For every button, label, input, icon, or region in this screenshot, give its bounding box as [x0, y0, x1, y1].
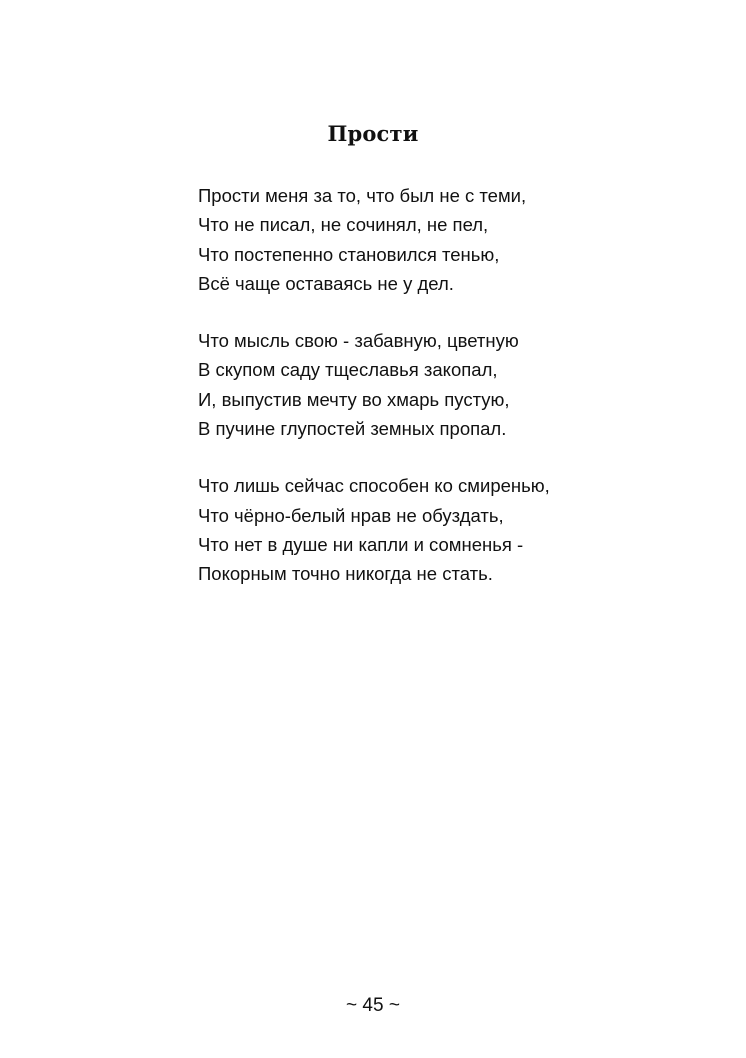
- poem-line: Что не писал, не сочинял, не пел,: [198, 214, 489, 236]
- stanza-2: [198, 326, 550, 443]
- poem-line: Что постепенно становился тенью,: [198, 243, 500, 265]
- stanza-1: [198, 181, 550, 298]
- poem-line: Что мысль свою - забавную, цветную: [198, 330, 519, 352]
- poem-line: Что чёрно-белый нрав не обуздать,: [198, 504, 504, 526]
- poem-line: Покорным точно никогда не стать.: [198, 563, 493, 585]
- poem-line: В скупом саду тщеславья закопал,: [198, 359, 498, 381]
- poem-line: Что лишь сейчас способен ко смиренью,: [198, 475, 550, 497]
- stanza-3: [198, 471, 550, 588]
- poem-line: Прости меня за то, что был не с теми,: [198, 185, 527, 206]
- poem-line: Всё чаще оставаясь не у дел.: [198, 272, 454, 294]
- poem-line: Что нет в душе ни капли и сомненья -: [198, 533, 524, 555]
- poem-body: [198, 181, 550, 617]
- poem-line: В пучине глупостей земных пропал.: [198, 418, 507, 440]
- poem-line: И, выпустив мечту во хмарь пустую,: [198, 388, 510, 410]
- poem-title: Прости: [327, 121, 419, 147]
- page-number: ~ 45 ~: [346, 995, 400, 1016]
